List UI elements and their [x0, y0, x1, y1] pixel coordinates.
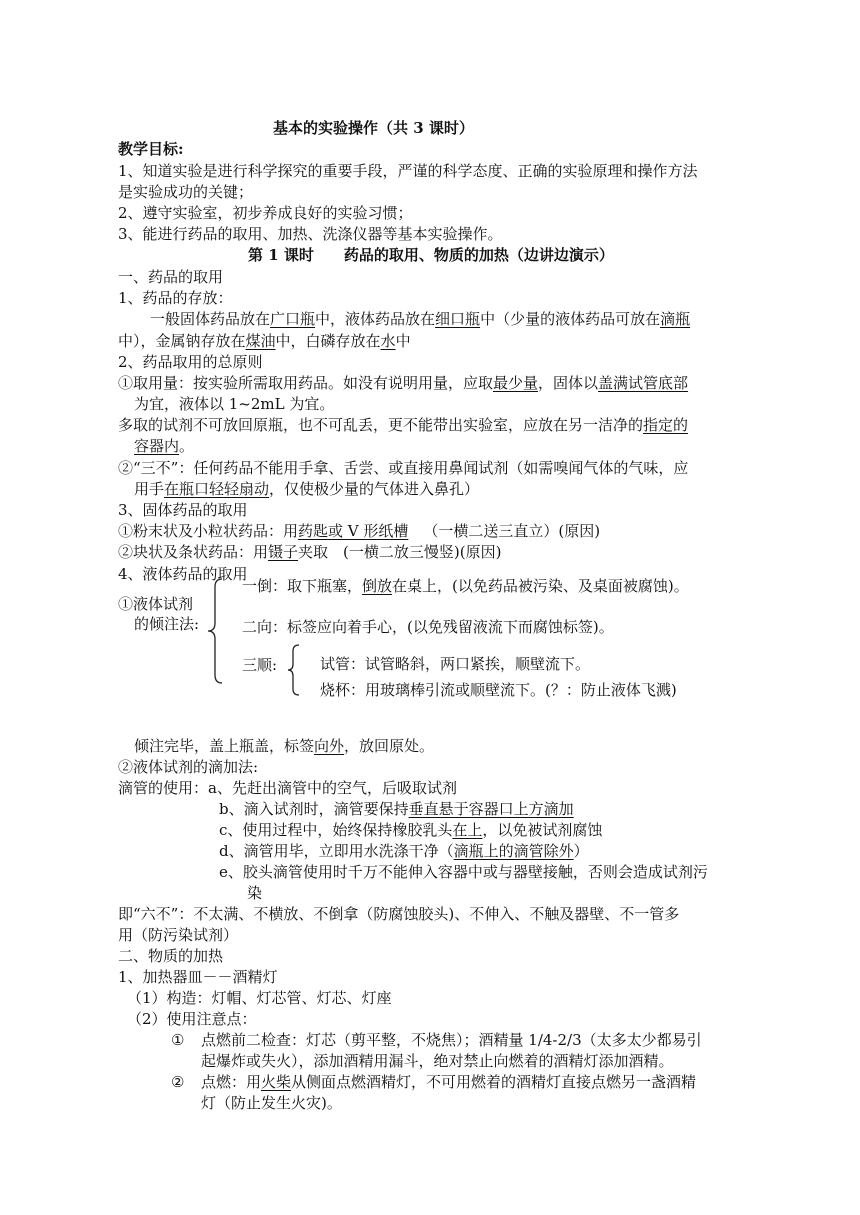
dosage-line: ①取用量：按实验所需取用药品。如没有说明用量，应取最少量，固体以盖满试管底部 [118, 374, 689, 392]
subsection-heading: 2、药品取用的总原则 [118, 353, 263, 371]
lesson-title: 第 1 课时 药品的取用、物质的加热（边讲边演示） [248, 246, 614, 264]
subsection-heading: 3、固体药品的取用 [118, 501, 248, 519]
six-no-line: 即“六不”：不太满、不横放、不倒拿（防腐蚀胶头)、不伸入、不触及器壁、不一管多 [118, 905, 680, 923]
structure-line: （1）构造：灯帽、灯芯管、灯芯、灯座 [127, 989, 392, 1007]
storage-line: 中），金属钠存放在煤油中，白磷存放在水中 [118, 332, 411, 350]
block-line: ②块状及条状药品：用镊子夹取 (一横二放三慢竖)(原因) [118, 543, 502, 561]
six-no-line: 用（防污染试剂） [118, 926, 239, 944]
pour-tube: 试管：试管略斜，两口紧挨，顺壁流下。 [320, 655, 591, 673]
objective-line: 2、遵守实验室，初步养成良好的实验习惯； [118, 204, 413, 222]
excess-line: 容器内。 [134, 437, 195, 455]
pour-step-2: 二向：标签应向着手心，(以免残留液流下而腐蚀标签)。 [242, 618, 614, 636]
outer-brace [206, 577, 226, 685]
note-number: ① [171, 1031, 185, 1049]
subsection-heading: 4、液体药品的取用 [118, 565, 248, 583]
pour-beaker: 烧杯：用玻璃棒引流或顺壁流下。(？：防止液体飞溅) [320, 681, 677, 699]
pour-step-3: 三顺: [242, 656, 278, 674]
pour-label: ①液体试剂 [118, 595, 194, 613]
objective-line: 是实验成功的关键； [118, 183, 254, 201]
dosage-line: 为宜，液体以 1~2mL 为宜。 [134, 395, 335, 413]
note-line: 灯（防止发生火灾)。 [201, 1094, 342, 1112]
note-line: 点燃：用火柴从侧面点燃酒精灯，不可用燃着的酒精灯直接点燃另一盏酒精 [201, 1073, 697, 1091]
objectives-heading: 教学目标: [118, 140, 184, 158]
subsection-heading: 1、加热器皿－－酒精灯 [118, 968, 278, 986]
subsection-heading: 1、药品的存放： [118, 289, 233, 307]
section-heading: 一、药品的取用 [118, 268, 224, 286]
pour-label: 的倾注法: [134, 615, 200, 633]
notes-title: （2）使用注意点： [127, 1010, 257, 1028]
dropper-line: e、胶头滴管使用时千万不能伸入容器中或与器壁接触，否则会造成试剂污 [219, 863, 708, 881]
pour-step-1: 一倒：取下瓶塞，倒放在桌上，(以免药品被污染、及桌面被腐蚀)。 [242, 577, 689, 595]
inner-brace [286, 643, 302, 697]
powder-line: ①粉末状及小粒状药品：用药匙或 V 形纸槽 （一横二送三直立）(原因) [118, 522, 601, 540]
note-line: 起爆炸或失火），添加酒精用漏斗，绝对禁止向燃着的酒精灯添加酒精。 [201, 1052, 674, 1070]
drop-title: ②液体试剂的滴加法: [118, 758, 259, 776]
objective-line: 3、能进行药品的取用、加热、洗涤仪器等基本实验操作。 [118, 225, 503, 243]
page-title: 基本的实验操作（共 3 课时） [273, 119, 474, 137]
dropper-line: d、滴管用毕，立即用水洗涤干净（滴瓶上的滴管除外） [219, 842, 589, 860]
storage-line: 一般固体药品放在广口瓶中，液体药品放在细口瓶中（少量的液体药品可放在滴瓶 [150, 310, 691, 328]
dropper-line: c、使用过程中，始终保持橡胶乳头在上，以免被试剂腐蚀 [219, 821, 603, 839]
after-pour-line: 倾注完毕，盖上瓶盖，标签向外，放回原处。 [134, 737, 435, 755]
three-no-line: ②“三不”：任何药品不能用手拿、舌尝、或直接用鼻闻试剂（如需嗅闻气体的气味，应 [118, 459, 689, 477]
note-number: ② [171, 1073, 185, 1091]
dropper-line: 滴管的使用：a、先赶出滴管中的空气，后吸取试剂 [118, 779, 457, 797]
dropper-line: 染 [247, 884, 263, 902]
dropper-line: b、滴入试剂时，滴管要保持垂直悬于容器口上方滴加 [219, 800, 574, 818]
section-heading: 二、物质的加热 [118, 947, 224, 965]
objective-line: 1、知道实验是进行科学探究的重要手段，严谨的科学态度、正确的实验原理和操作方法 [118, 162, 698, 180]
note-line: 点燃前二检查：灯芯（剪平整，不烧焦）；酒精量 1/4-2/3（太多太少都易引 [201, 1031, 702, 1049]
excess-line: 多取的试剂不可放回原瓶，也不可乱丢，更不能带出实验室，应放在另一洁净的指定的 [118, 416, 689, 434]
three-no-line: 用手在瓶口轻轻扇动，仅使极少量的气体进入鼻孔） [134, 480, 480, 498]
